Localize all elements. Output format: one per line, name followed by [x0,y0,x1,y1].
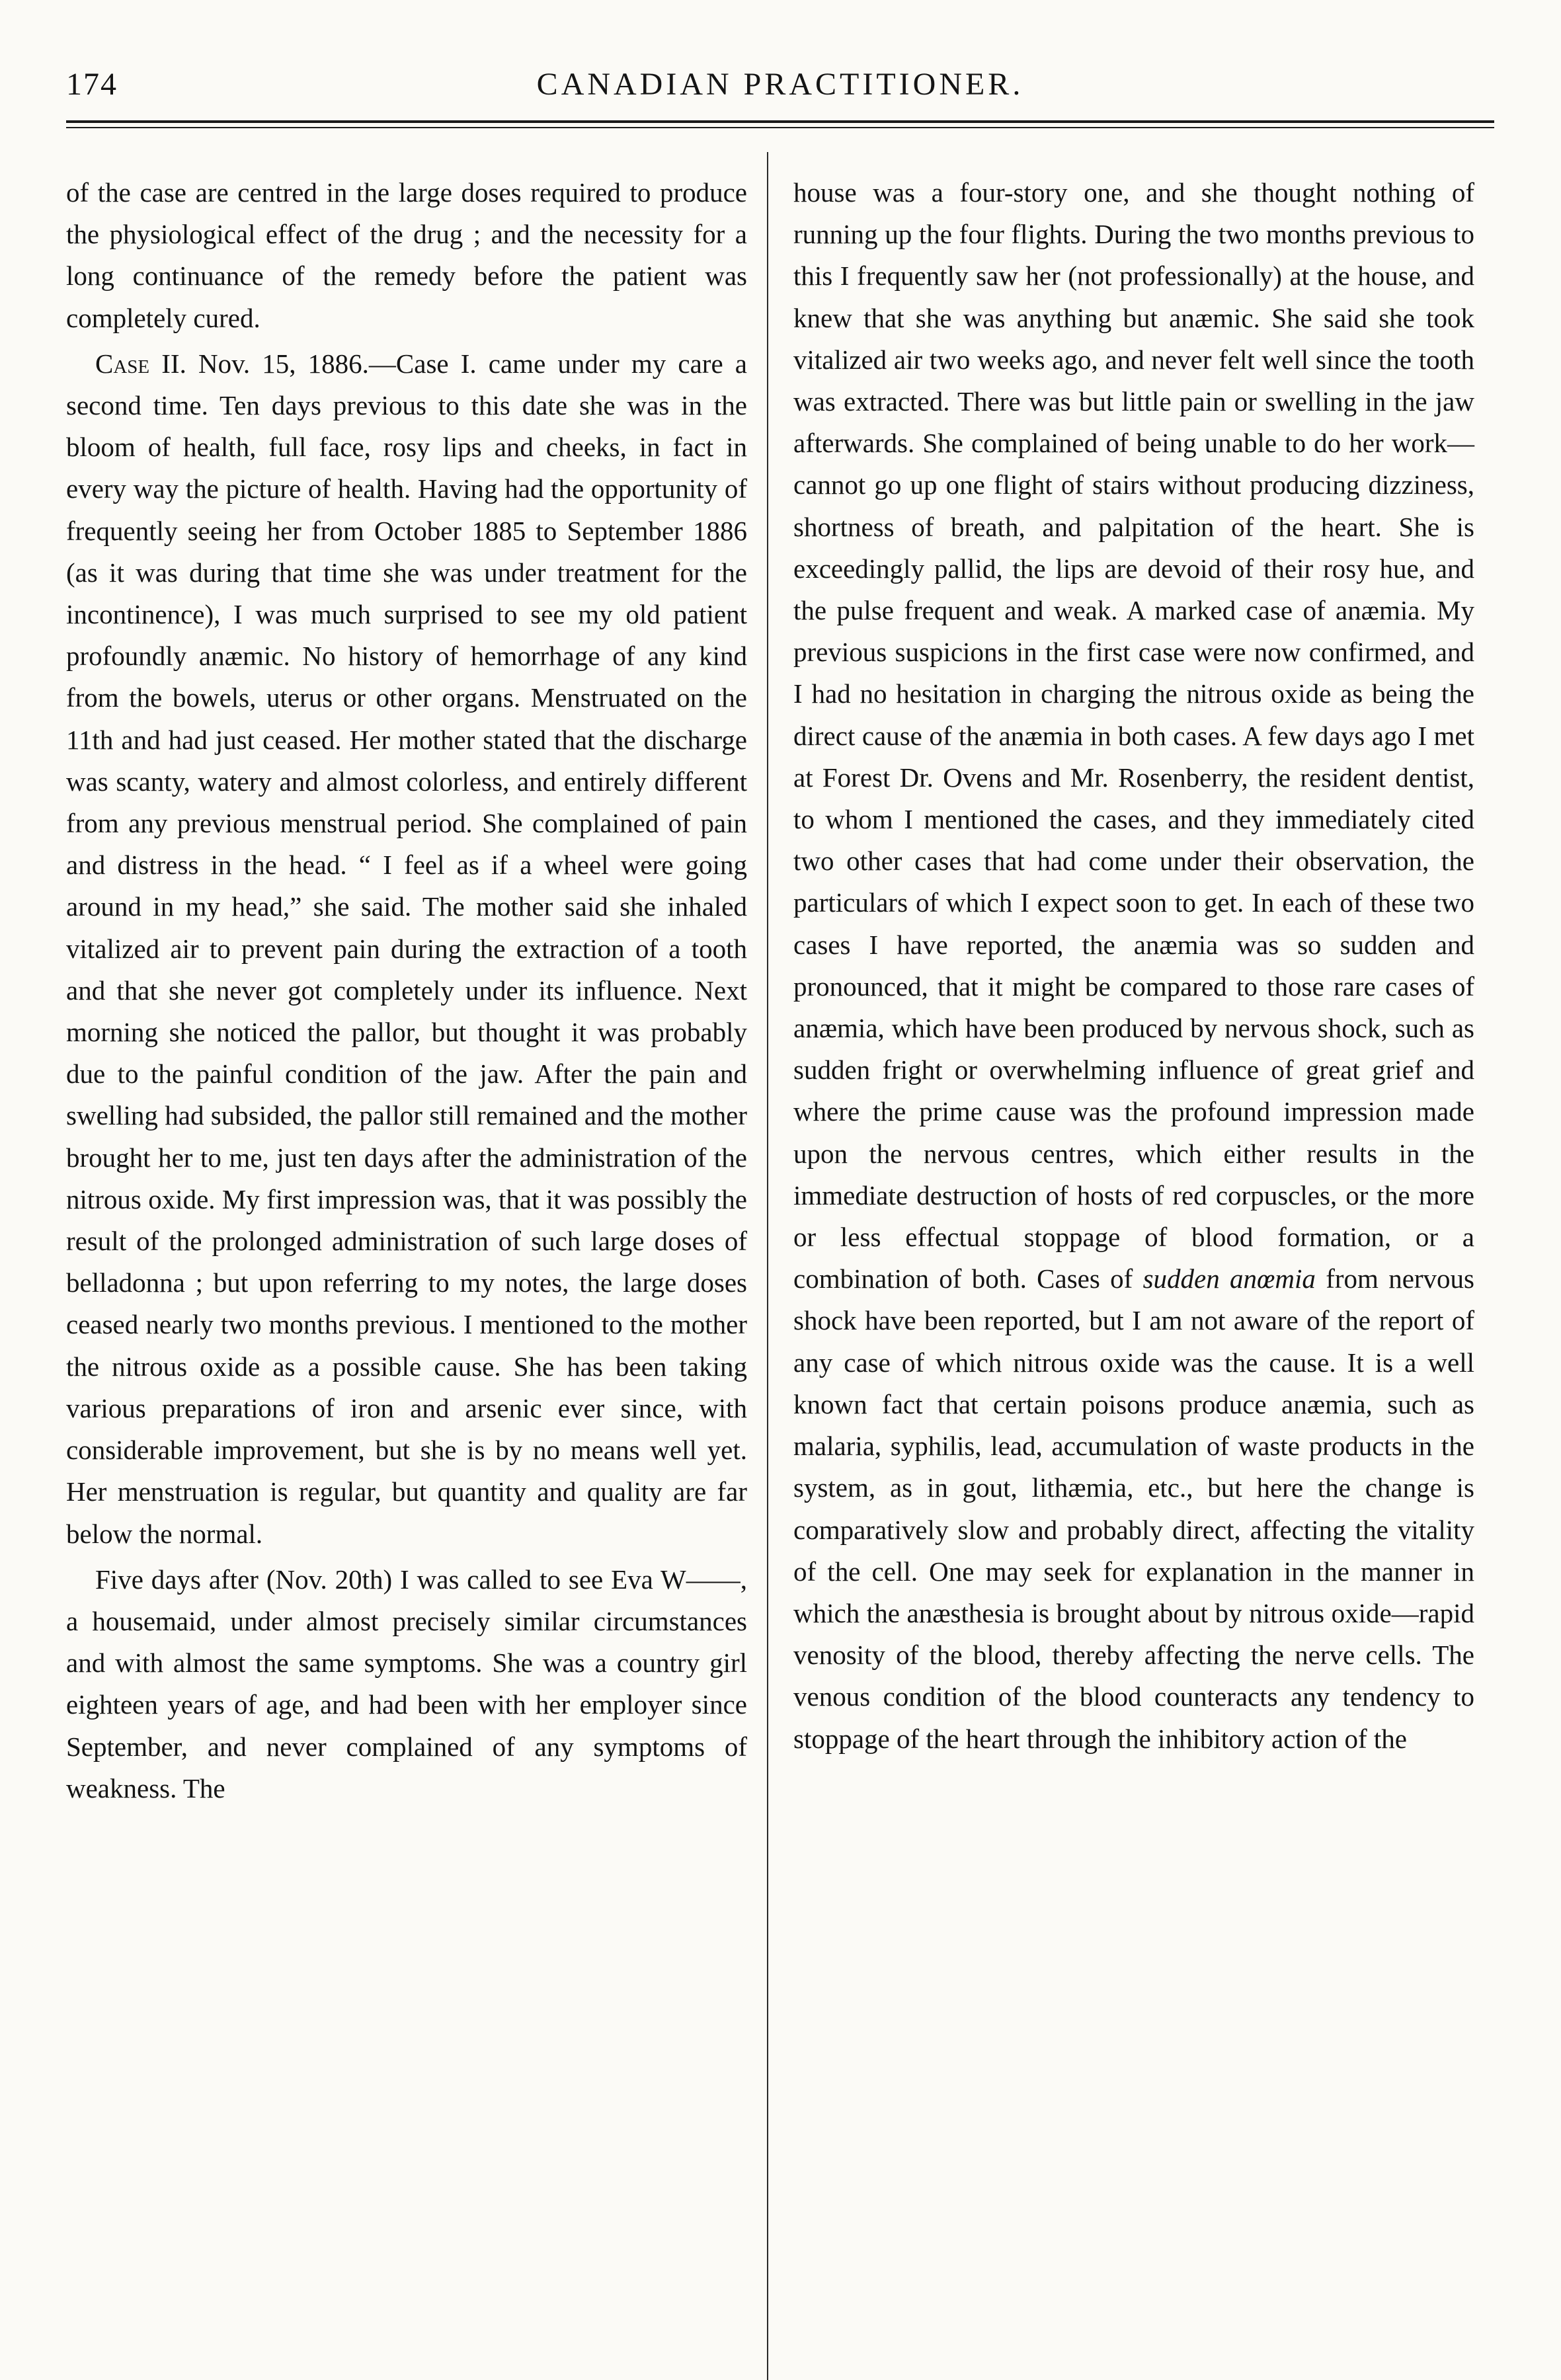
paragraph-text: from nervous shock have been reported, but I am not aware of the report of any case of which nitrous oxide was the cause. It is a well known fact that certain poisons produce anæmia, such as malaria, syphilis, lead, accumulation of waste products in the system, as in gout, lithæmia, etc., but here the change is comparatively slow and probably direct, affecting the vitality of the cell. One may seek for explanation in the manner in which the anæsthesia is brought about by nitrous oxide—rapid venosity of the blood, thereby affecting the nerve cells. The venous condition of the blood counteracts any tendency to stoppage of the heart through the inhibitory action of the [793,1263,1475,1754]
paragraph-text: Five days after (Nov. 20th) I was called to see Eva W——, a housemaid, under almost precisely similar circumstances and with almost the same symptoms. She was a country girl eighteen years of age, and had been with her employer since September, and never complained of any symptoms of weakness. The [66,1564,747,1804]
left-column [66,172,747,1809]
case-heading: Case II. [95,348,186,379]
paragraph-text: house was a four-story one, and she thought nothing of running up the four flights. During the two months previous to this I frequently saw her (not professionally) at the house, and knew that she was anything but anæmic. She said she took vitalized air two weeks ago, and never felt well since the tooth was extracted. There was but little pain or swelling in the jaw afterwards. She complained of being unable to do her work—cannot go up one flight of stairs without producing dizziness, shortness of breath, and palpitation of the heart. She is exceedingly pallid, the lips are devoid of their rosy hue, and the pulse frequent and weak. A marked case of anæmia. My previous suspicions in the first case were now confirmed, and I had no hesitation in charging the nitrous oxide as being the direct cause of the anæmia in both cases. A few days ago I met at Forest Dr. Ovens and Mr. Rosenberry, the resident dentist, to whom I mentioned the cases, and they immediately cited two other cases that had come under their observation, the particulars of which I expect soon to get. In each of these two cases I have reported, the anæmia was so sudden and pronounced, that it might be compared to those rare cases of anæmia, which have been produced by nervous shock, such as sudden fright or overwhelming influence of great grief and where the prime cause was the profound impression made upon the nervous centres, which either results in the immediate destruction of hosts of red corpuscles, or the more or less effectual stoppage of blood formation, or a combination of both. Cases of [793,177,1474,1294]
header-rule-thick [66,120,1494,123]
column-divider [767,152,768,2380]
paragraph [66,172,747,339]
paragraph [793,172,1474,1760]
page-number: 174 [66,67,118,102]
journal-page [66,66,1494,2314]
paragraph-case-two [66,343,747,1555]
right-column [793,172,1474,1760]
paragraph-text: of the case are centred in the large doses required to produce the physiological effect of the drug ; and the necessity for a long continuance of the remedy before the patient was completely cured. [66,177,747,333]
paragraph-text: Nov. 15, 1886.—Case I. came under my care a second time. Ten days previous to this date she was in the bloom of health, full face, rosy lips and cheeks, in fact in every way the picture of health. Having had the opportunity of frequently seeing her from October 1885 to September 1886 (as it was during that time she was under treatment for the incontinence), I was much surprised to see my old patient profoundly anæmic. No history of hemorrhage of any kind from the bowels, uterus or other organs. Menstruated on the 11th and had just ceased. Her mother stated that the discharge was scanty, watery and almost colorless, and entirely different from any previous menstrual period. She complained of pain and distress in the head. “ I feel as if a wheel were going around in my head,” she said. The mother said she inhaled vitalized air to prevent pain during the extraction of a tooth and that she never got completely under its influence. Next morning she noticed the pallor, but thought it was probably due to the painful condition of the jaw. After the pain and swelling had subsided, the pallor still remained and the mother brought her to me, just ten days after the administration of the nitrous oxide. My first impression was, that it was possibly the result of the prolonged administration of such large doses of belladonna ; but upon referring to my notes, the large doses ceased nearly two months previous. I mentioned to the mother the nitrous oxide as a possible cause. She has been taking various preparations of iron and arsenic ever since, with considerable improvement, but she is by no means well yet. Her menstruation is regular, but quantity and quality are far below the normal. [66,348,747,1549]
running-title: CANADIAN PRACTITIONER. [536,67,1024,102]
italic-term: sudden anœmia [1142,1263,1316,1294]
paragraph [66,1559,747,1809]
header-rule-thin [66,127,1494,128]
page-header [66,66,1494,132]
